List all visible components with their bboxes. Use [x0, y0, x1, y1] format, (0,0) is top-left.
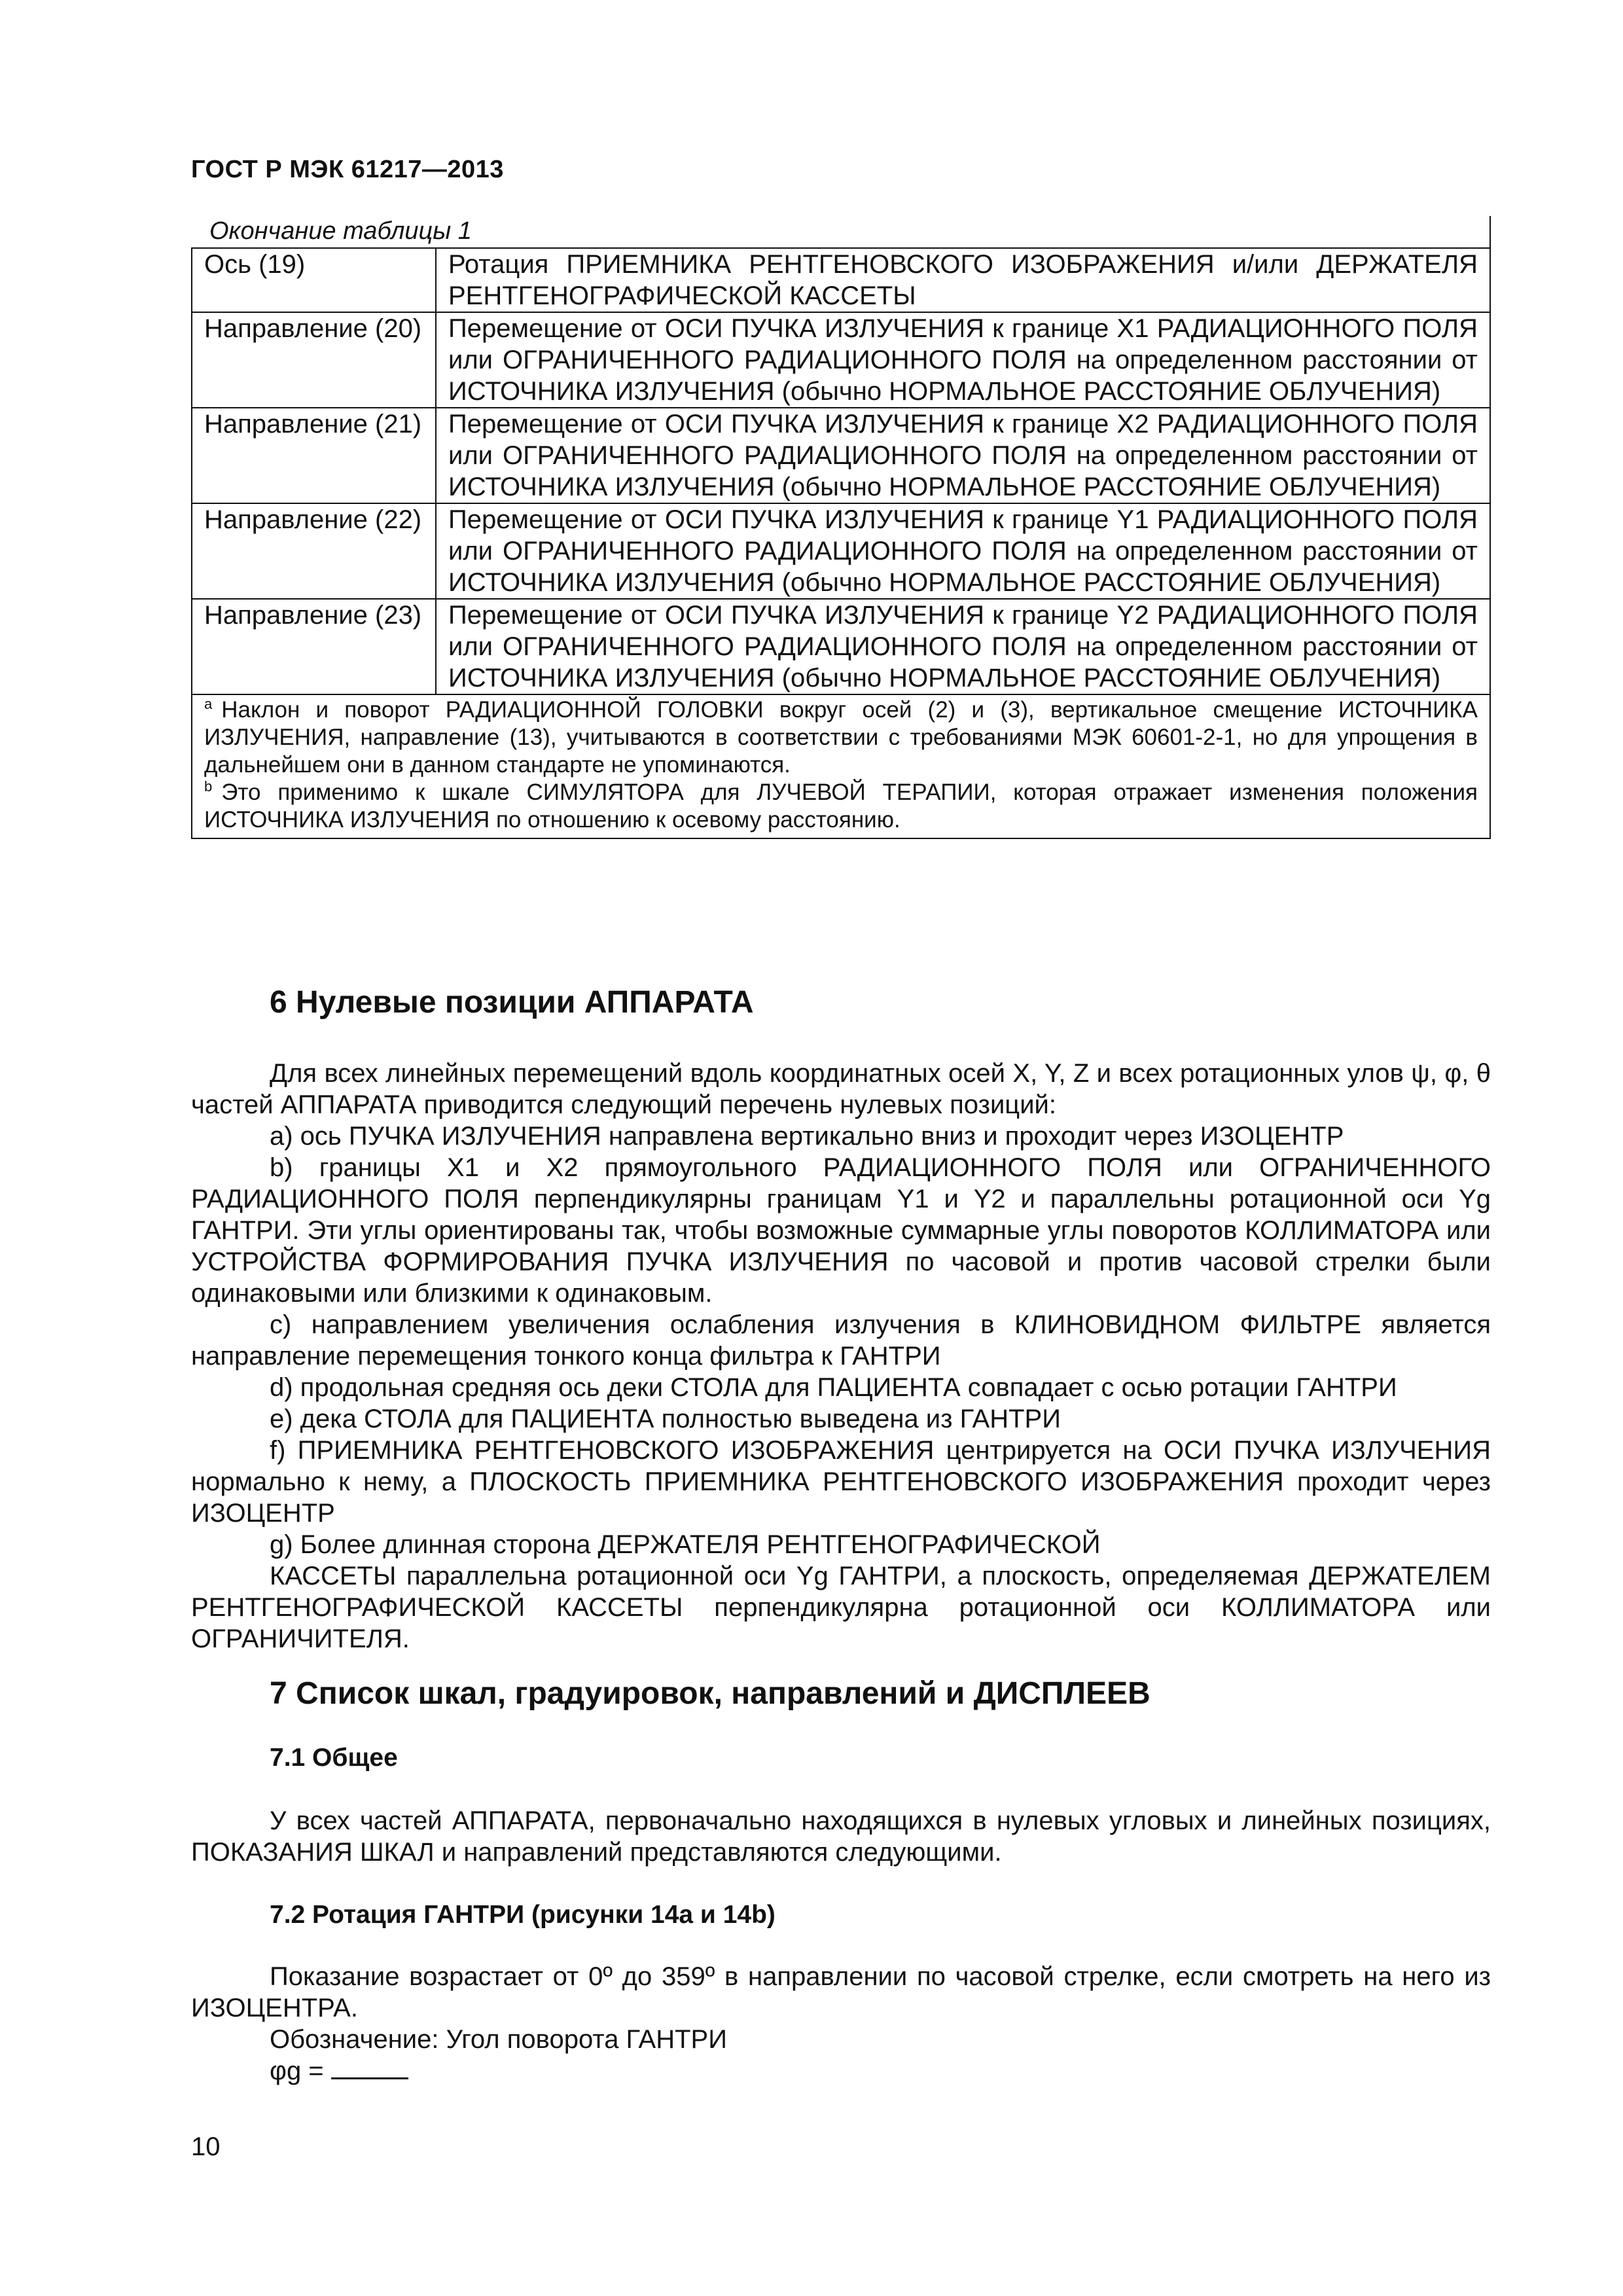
section-7-1-text: У всех частей АППАРАТА, первоначально находящихся в нулевых угловых и линейных позициях, ПОКАЗАНИЯ ШКАЛ и направлений представляются следующими.	[191, 1806, 1491, 1867]
row-text: Ротация ПРИЕМНИКА РЕНТГЕНОВСКОГО ИЗОБРАЖЕНИЯ и/или ДЕРЖАТЕЛЯ РЕНТГЕНОГРАФИЧЕСКОЙ КАССЕТЫ	[436, 248, 1490, 312]
row-label: Направление (21)	[192, 408, 436, 503]
table-row	[192, 312, 1490, 408]
table-caption-rule	[1489, 216, 1491, 249]
list-item: c) направлением увеличения ослабления излучения в КЛИНОВИДНОМ ФИЛЬТРЕ является направление перемещения тонкого конца фильтра к ГАНТРИ	[191, 1310, 1491, 1371]
footnote-b	[204, 779, 1478, 834]
list-item: КАССЕТЫ параллельна ротационной оси Yg ГАНТРИ, а плоскость, определяемая ДЕРЖАТЕЛЕМ РЕНТГЕНОГРАФИЧЕСКОЙ КАССЕТЫ перпендикулярна ротационной оси КОЛЛИМАТОРА или ОГРАНИЧИТЕЛЯ.	[191, 1562, 1491, 1653]
row-text: Перемещение от ОСИ ПУЧКА ИЗЛУЧЕНИЯ к границе Y2 РАДИАЦИОННОГО ПОЛЯ или ОГРАНИЧЕННОГО РАДИАЦИОННОГО ПОЛЯ на определенном расстоянии от ИСТОЧНИКА ИЗЛУЧЕНИЯ (обычно НОРМАЛЬНОЕ РАССТОЯНИЕ ОБЛУЧЕНИЯ)	[436, 599, 1490, 694]
section-7-2-body	[191, 1961, 1491, 2087]
row-label: Ось (19)	[192, 248, 436, 312]
formula-line	[191, 2055, 1491, 2087]
list-item: a) ось ПУЧКА ИЗЛУЧЕНИЯ направлена вертикально вниз и проходит через ИЗОЦЕНТР	[270, 1122, 1344, 1151]
table-row	[192, 408, 1490, 503]
standard-header: ГОСТ Р МЭК 61217—2013	[191, 156, 504, 183]
formula-blank	[331, 2055, 408, 2079]
footnote-a-text: Наклон и поворот РАДИАЦИОННОЙ ГОЛОВКИ вокруг осей (2) и (3), вертикальное смещение ИСТОЧНИКА ИЗЛУЧЕНИЯ, направление (13), учитываются в соответствии с требованиями МЭК 60601-2-1, но для упрощения в дальнейшем они в данном стандарте не упоминаются.	[204, 697, 1478, 778]
row-label: Направление (20)	[192, 312, 436, 408]
section-6-title: 6 Нулевые позиции АППАРАТА	[270, 985, 754, 1020]
table-footnotes	[192, 694, 1490, 838]
footnote-b-mark: b	[204, 778, 213, 795]
designation-line: Обозначение: Угол поворота ГАНТРИ	[270, 2025, 727, 2054]
formula-text: φg =	[270, 2056, 324, 2085]
list-item: g) Более длинная сторона ДЕРЖАТЕЛЯ РЕНТГЕНОГРАФИЧЕСКОЙ	[270, 1530, 1101, 1559]
page-number: 10	[191, 2132, 221, 2161]
list-item: d) продольная средняя ось деки СТОЛА для ПАЦИЕНТА совпадает с осью ротации ГАНТРИ	[270, 1373, 1397, 1402]
row-text: Перемещение от ОСИ ПУЧКА ИЗЛУЧЕНИЯ к границе Y1 РАДИАЦИОННОГО ПОЛЯ или ОГРАНИЧЕННОГО РАДИАЦИОННОГО ПОЛЯ на определенном расстоянии от ИСТОЧНИКА ИЗЛУЧЕНИЯ (обычно НОРМАЛЬНОЕ РАССТОЯНИЕ ОБЛУЧЕНИЯ)	[436, 503, 1490, 599]
footnote-b-text: Это применимо к шкале СИМУЛЯТОРА для ЛУЧЕВОЙ ТЕРАПИИ, которая отражает изменения положения ИСТОЧНИКА ИЗЛУЧЕНИЯ по отношению к осевому расстоянию.	[204, 780, 1478, 833]
list-item: b) границы X1 и X2 прямоугольного РАДИАЦИОННОГО ПОЛЯ или ОГРАНИЧЕННОГО РАДИАЦИОННОГО ПОЛЯ перпендикулярны границам Y1 и Y2 и параллельны ротационной оси Yg ГАНТРИ. Эти углы ориентированы так, чтобы возможные суммарные углы поворотов КОЛЛИМАТОРА или УСТРОЙСТВА ФОРМИРОВАНИЯ ПУЧКА ИЗЛУЧЕНИЯ по часовой и против часовой стрелки были одинаковыми или близкими к одинаковым.	[191, 1153, 1491, 1308]
list-item: f) ПРИЕМНИКА РЕНТГЕНОВСКОГО ИЗОБРАЖЕНИЯ центрируется на ОСИ ПУЧКА ИЗЛУЧЕНИЯ нормально к нему, а ПЛОСКОСТЬ ПРИЕМНИКА РЕНТГЕНОВСКОГО ИЗОБРАЖЕНИЯ проходит через ИЗОЦЕНТР	[191, 1436, 1491, 1528]
row-text: Перемещение от ОСИ ПУЧКА ИЗЛУЧЕНИЯ к границе X1 РАДИАЦИОННОГО ПОЛЯ или ОГРАНИЧЕННОГО РАДИАЦИОННОГО ПОЛЯ на определенном расстоянии от ИСТОЧНИКА ИЗЛУЧЕНИЯ (обычно НОРМАЛЬНОЕ РАССТОЯНИЕ ОБЛУЧЕНИЯ)	[436, 312, 1490, 408]
footnote-a	[204, 696, 1478, 779]
row-label: Направление (23)	[192, 599, 436, 694]
section-6-body	[191, 1058, 1491, 1655]
continuation-table	[191, 247, 1491, 839]
section-6-intro: Для всех линейных перемещений вдоль координатных осей X, Y, Z и всех ротационных улов ψ, φ, θ частей АППАРАТА приводится следующий перечень нулевых позиций:	[191, 1059, 1491, 1119]
row-text: Перемещение от ОСИ ПУЧКА ИЗЛУЧЕНИЯ к границе X2 РАДИАЦИОННОГО ПОЛЯ или ОГРАНИЧЕННОГО РАДИАЦИОННОГО ПОЛЯ на определенном расстоянии от ИСТОЧНИКА ИЗЛУЧЕНИЯ (обычно НОРМАЛЬНОЕ РАССТОЯНИЕ ОБЛУЧЕНИЯ)	[436, 408, 1490, 503]
footnote-a-mark: a	[204, 696, 213, 713]
section-7-title: 7 Список шкал, градуировок, направлений и ДИСПЛЕЕВ	[270, 1676, 1150, 1711]
section-7-1-body	[191, 1805, 1491, 1868]
table-footnotes-row	[192, 694, 1490, 838]
table-row	[192, 503, 1490, 599]
section-7-1-title: 7.1 Общее	[270, 1744, 398, 1772]
row-label: Направление (22)	[192, 503, 436, 599]
table-row	[192, 599, 1490, 694]
table-row	[192, 248, 1490, 312]
table-caption: Окончание таблицы 1	[209, 217, 472, 245]
section-7-2-text: Показание возрастает от 0º до 359º в направлении по часовой стрелке, если смотреть на него из ИЗОЦЕНТРА.	[191, 1962, 1491, 2022]
section-7-2-title: 7.2 Ротация ГАНТРИ (рисунки 14a и 14b)	[270, 1901, 776, 1929]
list-item: e) дека СТОЛА для ПАЦИЕНТА полностью выведена из ГАНТРИ	[270, 1405, 1061, 1433]
